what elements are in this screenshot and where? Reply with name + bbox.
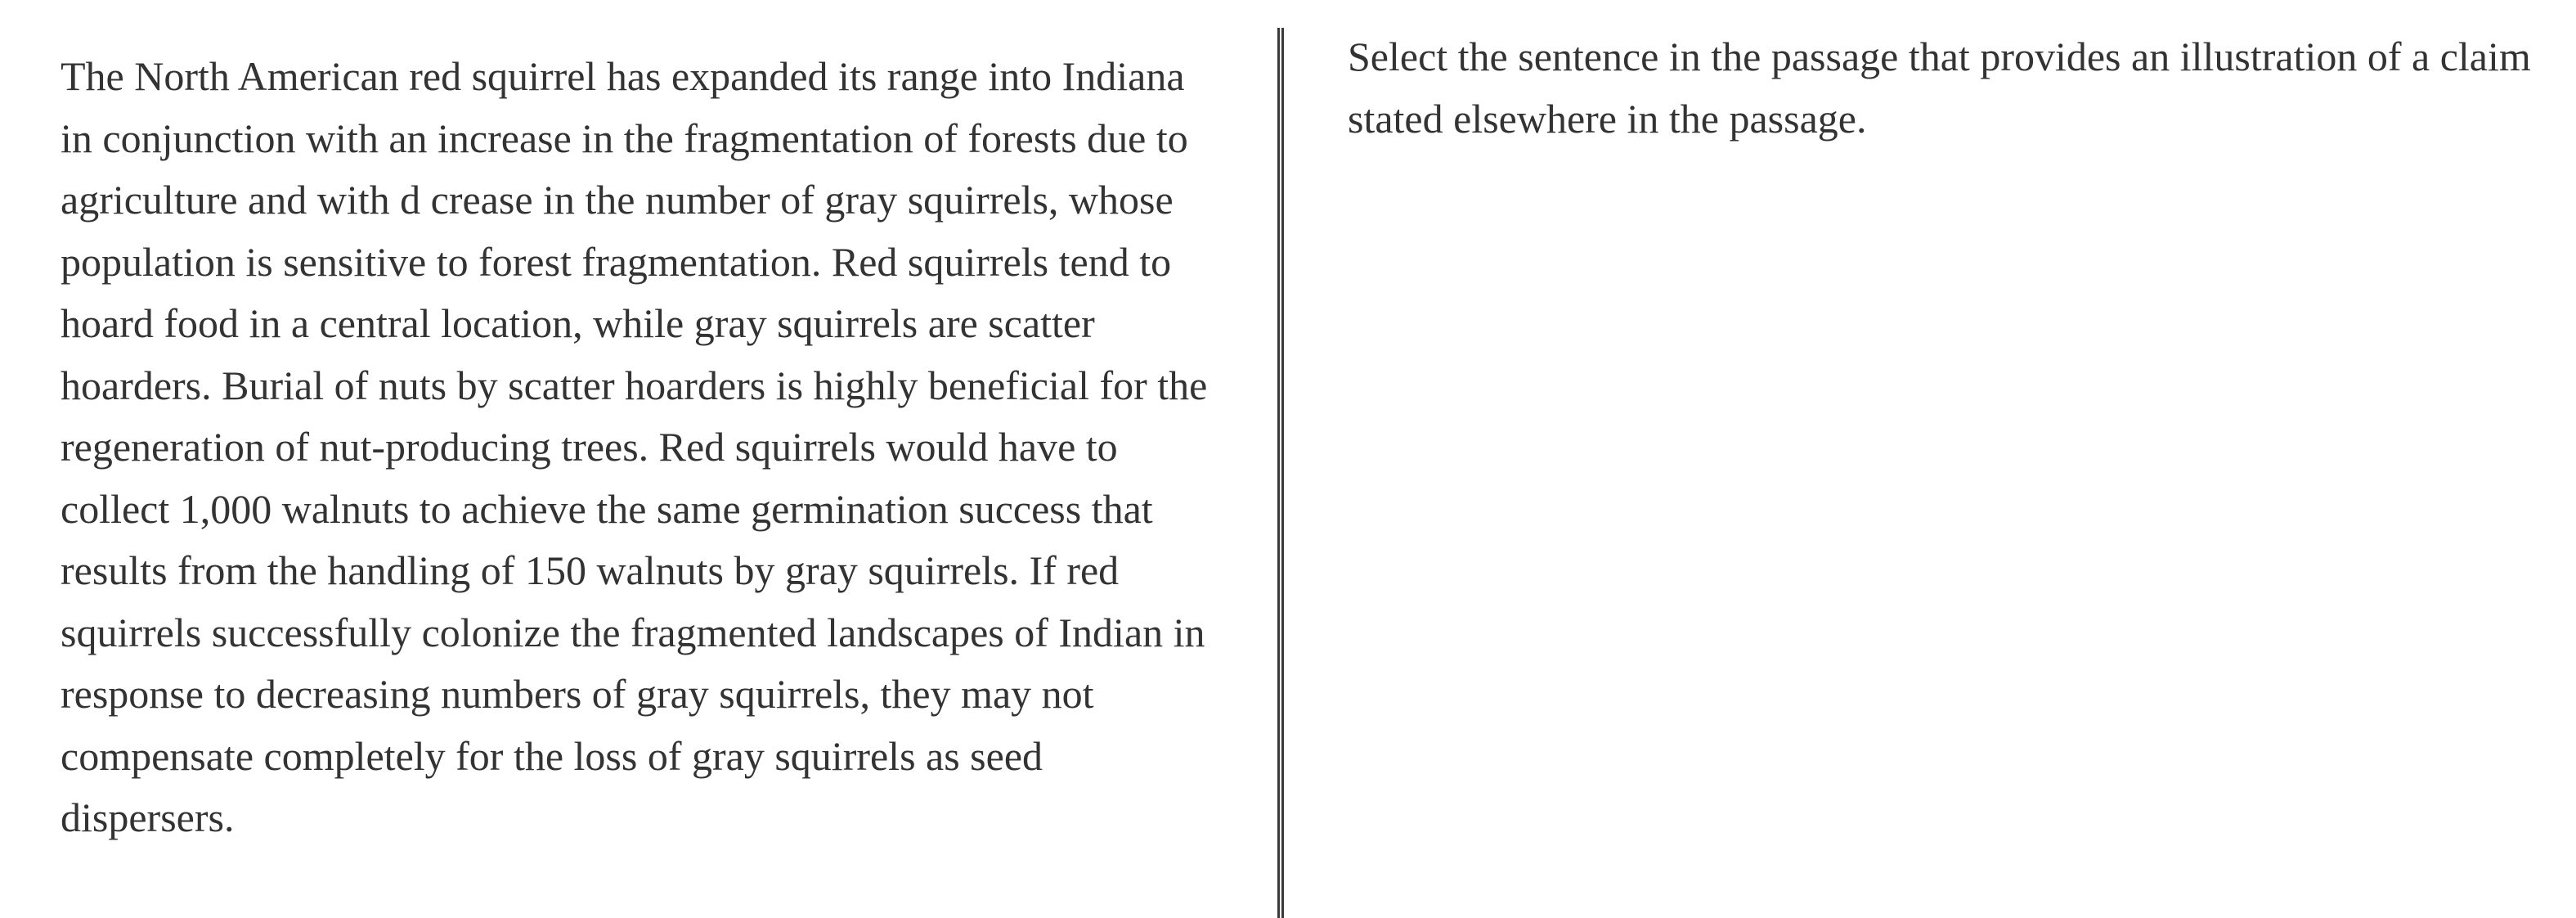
passage-sentence-1[interactable]: The North American red squirrel has expanded its range into Indiana in conjunction with an increase in the fragmentation of forests due to agriculture and with d crease in the number of gray squirrels, whose population is sensitive to forest fragmentation. xyxy=(61,53,1188,285)
passage-sentence-4[interactable]: Red squirrels would have to collect 1,000 walnuts to achieve the same germination success that results from the handling of 150 walnuts by gray squirrels. xyxy=(61,424,1153,593)
passage-sentence-3[interactable]: Burial of nuts by scatter hoarders is highly beneficial for the regeneration of nut-producing trees. xyxy=(61,362,1208,470)
question-prompt: Select the sentence in the passage that provides an illustration of a claim stated elsewhere in the passage. xyxy=(1348,34,2531,142)
passage-sentence-5[interactable]: If red squirrels successfully colonize the fragmented landscapes of Indian in response to decreasing numbers of gray squirrels, they may not compensate completely for the loss of gray squirrels as seed dispersers. xyxy=(61,547,1205,840)
passage-pane xyxy=(61,46,1222,849)
pane-divider xyxy=(1277,28,1284,918)
passage-sentence-2[interactable]: Red squirrels tend to hoard food in a central location, while gray squirrels are scatter hoarders. xyxy=(61,238,1172,408)
question-pane xyxy=(1348,26,2558,150)
passage-text xyxy=(61,46,1222,849)
